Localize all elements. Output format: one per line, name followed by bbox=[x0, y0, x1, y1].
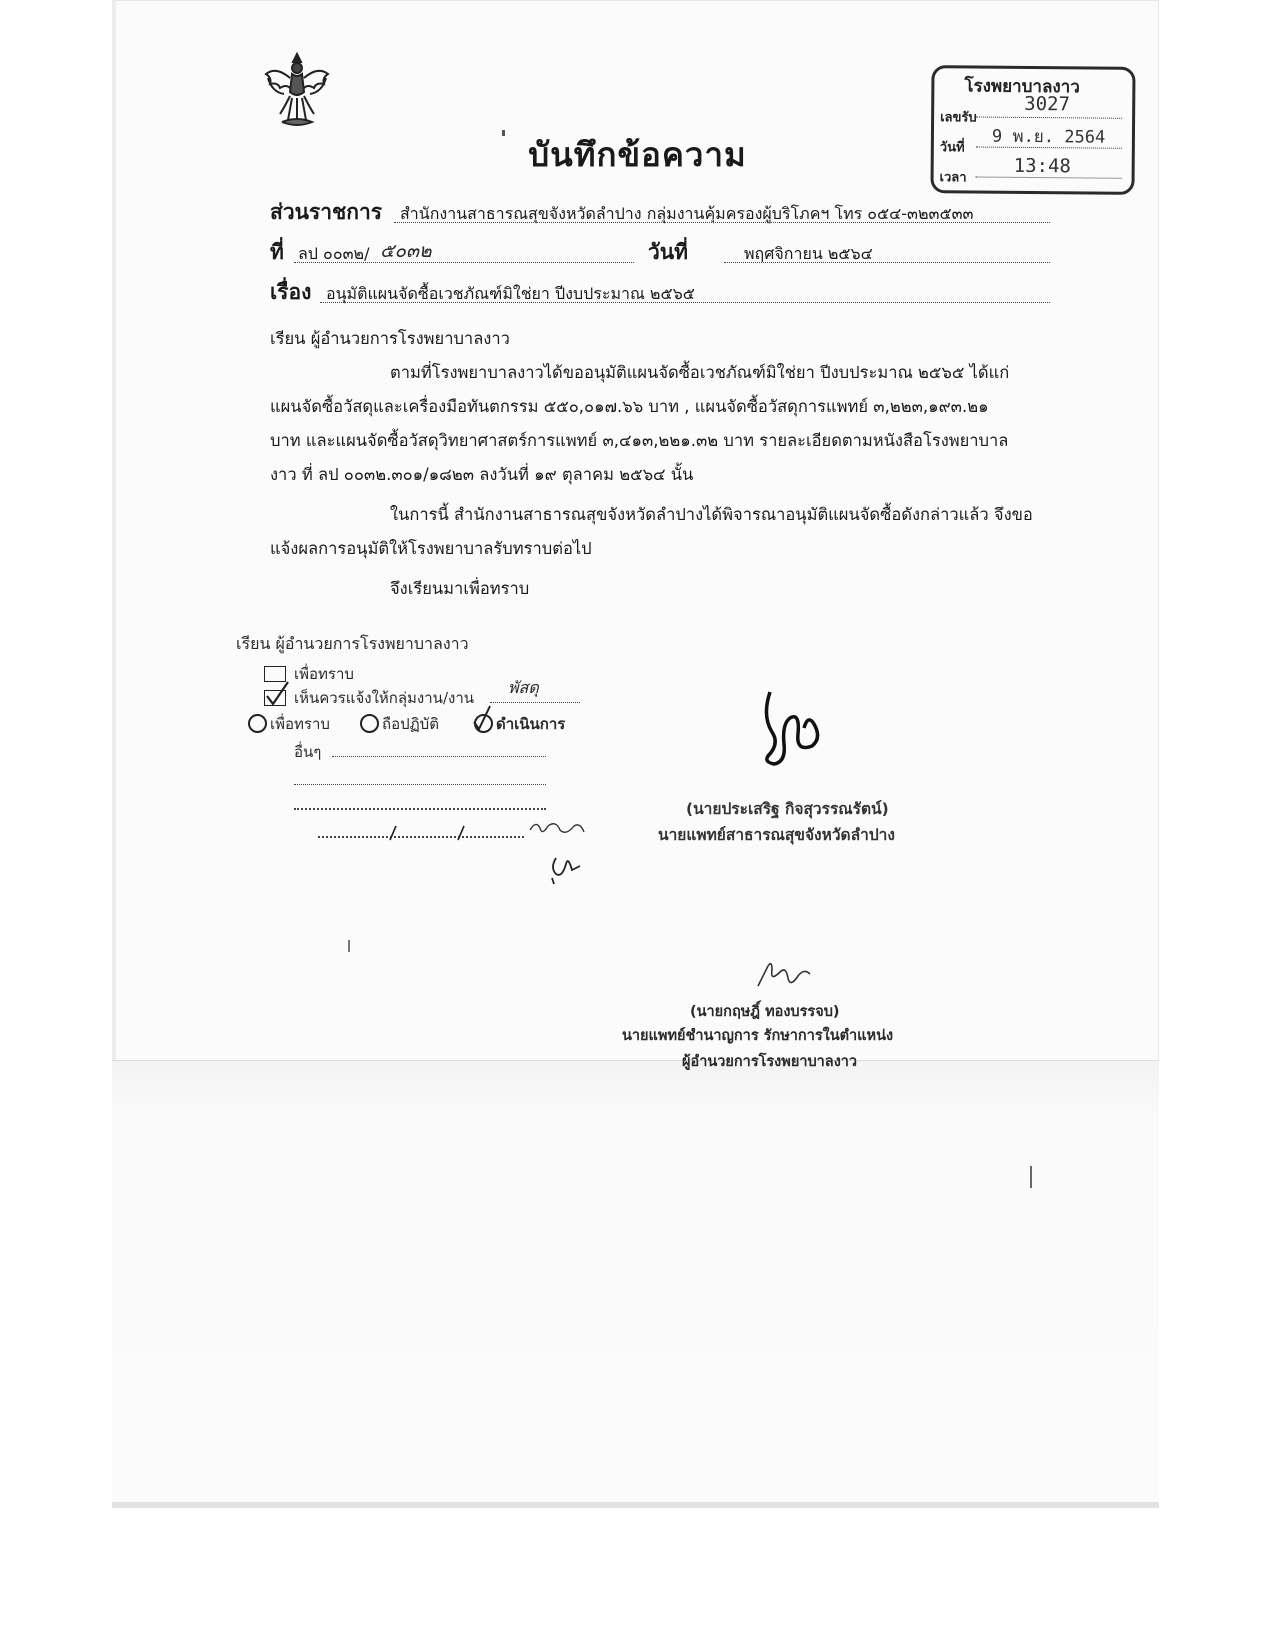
subject-label: เรื่อง bbox=[270, 280, 312, 304]
stamp-received-label: เลขรับ bbox=[940, 110, 977, 126]
routing-other-dotline-2 bbox=[294, 784, 546, 785]
routing-radio-3-label: ดำเนินการ bbox=[496, 715, 566, 733]
paper-fold bbox=[112, 1060, 1159, 1509]
number-value: ลป ๐๐๓๒/ bbox=[298, 244, 370, 263]
routing-other-label: อื่นๆ bbox=[294, 743, 322, 761]
stamp-date-label: วันที่ bbox=[939, 140, 965, 156]
para2-line1: ในการนี้ สำนักงานสาธารณสุขจังหวัดลำปางได้พิจารณาอนุมัติแผนจัดซื้อดังกล่าวแล้ว จึงขอ bbox=[390, 505, 1033, 524]
signature-1 bbox=[756, 688, 826, 768]
routing-radio-1-label: เพื่อทราบ bbox=[270, 715, 330, 733]
routing-radio-2[interactable] bbox=[360, 714, 379, 733]
date-slashes bbox=[380, 822, 490, 842]
stamp-time-value: 13:48 bbox=[1013, 154, 1071, 178]
para1-line4: งาว ที่ ลป ๐๐๓๒.๓๐๑/๑๘๒๓ ลงวันที่ ๑๙ ตุลาคม ๒๕๖๔ นั้น bbox=[270, 465, 694, 484]
date-label: วันที่ bbox=[648, 240, 688, 264]
department-value: สำนักงานสาธารณสุขจังหวัดลำปาง กลุ่มงานคุ้มครองผู้บริโภคฯ โทร ๐๕๔-๓๒๓๕๓๓ bbox=[400, 204, 974, 223]
date-value: พฤศจิกายน ๒๕๖๔ bbox=[744, 244, 873, 263]
routing-other-dotline-1 bbox=[332, 756, 546, 757]
stamp-title: โรงพยาบาลงาว bbox=[964, 76, 1080, 98]
routing-radio-2-label: ถือปฏิบัติ bbox=[382, 715, 439, 733]
routing-option-2: เห็นควรแจ้งให้กลุ่มงาน/งาน bbox=[294, 689, 474, 707]
salutation: เรียน ผู้อำนวยการโรงพยาบาลงาว bbox=[270, 329, 510, 348]
department-dotline bbox=[394, 222, 1050, 223]
routing-initials-signature bbox=[526, 818, 590, 886]
check-mark-icon bbox=[262, 680, 292, 708]
date-dotline bbox=[724, 262, 1050, 263]
para1-line2: แผนจัดซื้อวัสดุและเครื่องมือทันตกรรม ๕๕๐,๐๑๗.๖๖ บาท , แผนจัดซื้อวัสดุการแพทย์ ๓,๒๒๓,๑๙๓.๒๑ bbox=[270, 397, 989, 416]
scan-speck bbox=[1030, 1166, 1032, 1188]
signatory-1-name: (นายประเสริฐ กิจสุวรรณรัตน์) bbox=[686, 800, 889, 818]
subject-dotline bbox=[320, 302, 1050, 303]
para1-line3: บาท และแผนจัดซื้อวัสดุวิทยาศาสตร์การแพทย์ ๓,๔๑๓,๒๒๑.๓๒ บาท รายละเอียดตามหนังสือโรงพยาบาล bbox=[270, 431, 1009, 450]
closing: จึงเรียนมาเพื่อทราบ bbox=[390, 579, 530, 598]
scan-speck bbox=[502, 130, 505, 136]
routing-other-dotline-3 bbox=[294, 808, 546, 810]
number-label: ที่ bbox=[270, 240, 284, 264]
routing-option-2-dotline bbox=[490, 702, 580, 703]
department-label: ส่วนราชการ bbox=[270, 200, 383, 224]
signatory-1-position: นายแพทย์สาธารณสุขจังหวัดลำปาง bbox=[658, 826, 895, 844]
signatory-2-name: (นายกฤษฎิ์ ทองบรรจบ) bbox=[690, 1004, 840, 1020]
number-dotline bbox=[294, 262, 634, 263]
memo-title: บันทึกข้อความ bbox=[528, 135, 747, 174]
stamp-time-label: เวลา bbox=[939, 170, 967, 186]
signatory-2-position-2: ผู้อำนวยการโรงพยาบาลงาว bbox=[682, 1054, 858, 1070]
signature-2 bbox=[754, 958, 814, 992]
routing-option-2-handwritten: พัสดุ bbox=[508, 678, 539, 697]
stamp-received-value: 3027 bbox=[1024, 92, 1071, 116]
subject-value: อนุมัติแผนจัดซื้อเวชภัณฑ์มิใช่ยา ปีงบประมาณ ๒๕๖๕ bbox=[326, 284, 695, 303]
number-handwritten: ๕๐๓๒ bbox=[380, 240, 432, 262]
sheet-bottom-shadow bbox=[112, 1502, 1159, 1508]
received-stamp bbox=[930, 65, 1135, 195]
radio-check-mark-icon bbox=[470, 704, 494, 732]
para1-line1: ตามที่โรงพยาบาลงาวได้ขออนุมัติแผนจัดซื้อเวชภัณฑ์มิใช่ยา ปีงบประมาณ ๒๕๖๕ ได้แก่ bbox=[390, 363, 1010, 382]
garuda-emblem-icon bbox=[262, 48, 332, 130]
signatory-2-position-1: นายแพทย์ชำนาญการ รักษาการในตำแหน่ง bbox=[622, 1028, 894, 1044]
routing-radio-1[interactable] bbox=[248, 714, 267, 733]
scan-speck bbox=[348, 940, 350, 952]
routing-heading: เรียน ผู้อำนวยการโรงพยาบาลงาว bbox=[236, 634, 469, 653]
para2-line2: แจ้งผลการอนุมัติให้โรงพยาบาลรับทราบต่อไป bbox=[270, 539, 592, 558]
routing-option-1: เพื่อทราบ bbox=[294, 665, 354, 683]
stamp-date-value: 9 พ.ย. 2564 bbox=[991, 126, 1106, 148]
